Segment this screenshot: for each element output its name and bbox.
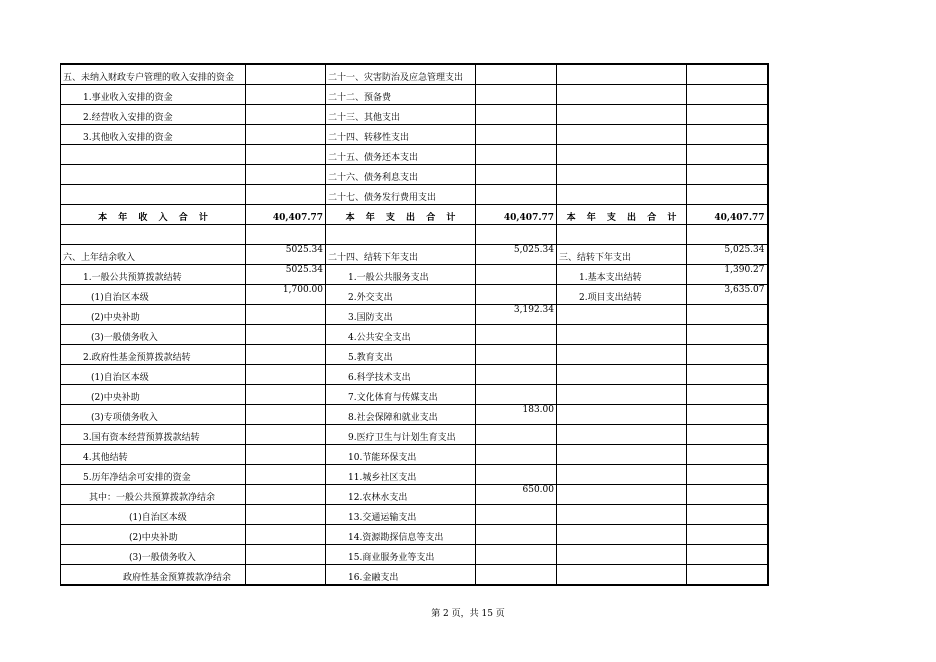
value-cell [476, 125, 557, 145]
label-cell: 12.农林水支出 [326, 485, 476, 505]
value-cell [246, 85, 326, 105]
label-cell [557, 305, 687, 325]
value-cell [246, 64, 326, 85]
value-cell [476, 145, 557, 165]
table-row [61, 325, 768, 345]
label-cell [557, 405, 687, 425]
value-cell [687, 425, 768, 445]
value-cell [687, 465, 768, 485]
label-cell: (1)自治区本级 [61, 285, 246, 305]
label-cell: (2)中央补助 [61, 305, 246, 325]
value-cell [246, 405, 326, 425]
value-cell [687, 565, 768, 586]
label-cell: (1)自治区本级 [61, 505, 246, 525]
label-cell [557, 445, 687, 465]
table-row [61, 545, 768, 565]
label-cell [557, 545, 687, 565]
table-row [61, 505, 768, 525]
value-cell [246, 445, 326, 465]
value-cell [246, 465, 326, 485]
value-cell [246, 165, 326, 185]
label-cell: 13.交通运输支出 [326, 505, 476, 525]
label-cell: 3.国防支出 [326, 305, 476, 325]
label-cell: 2.政府性基金预算拨款结转 [61, 345, 246, 365]
label-cell: 二十六、债务利息支出 [326, 165, 476, 185]
value-cell [246, 105, 326, 125]
table-row [61, 285, 768, 305]
value-cell [687, 385, 768, 405]
value-cell [246, 385, 326, 405]
value-cell [687, 305, 768, 325]
label-cell: (3)一般债务收入 [61, 545, 246, 565]
label-cell [557, 125, 687, 145]
table-row [61, 185, 768, 205]
value-cell [246, 525, 326, 545]
table-row [61, 225, 768, 245]
value-cell [687, 85, 768, 105]
label-cell [557, 105, 687, 125]
label-cell: 10.节能环保支出 [326, 445, 476, 465]
label-cell [557, 425, 687, 445]
value-cell [246, 125, 326, 145]
value-cell [687, 145, 768, 165]
label-cell: (1)自治区本级 [61, 365, 246, 385]
value-cell [246, 305, 326, 325]
label-cell: 5.教育支出 [326, 345, 476, 365]
value-cell [246, 425, 326, 445]
value-cell [687, 525, 768, 545]
label-cell: 3.国有资本经营预算拨款结转 [61, 425, 246, 445]
label-cell [557, 565, 687, 586]
table-row [61, 485, 768, 505]
value-cell [246, 225, 326, 245]
value-cell [687, 485, 768, 505]
value-cell [476, 385, 557, 405]
value-cell [687, 64, 768, 85]
table-row [61, 385, 768, 405]
value-cell [246, 565, 326, 586]
label-cell: 8.社会保障和就业支出 [326, 405, 476, 425]
label-cell: (3)专项债务收入 [61, 405, 246, 425]
value-cell: 1,700.00 [246, 285, 326, 305]
label-cell: 1.一般公共预算拨款结转 [61, 265, 246, 285]
value-cell [246, 145, 326, 165]
table-row [61, 345, 768, 365]
table-row [61, 64, 768, 85]
label-cell: 4.公共安全支出 [326, 325, 476, 345]
label-cell: 7.文化体育与传媒支出 [326, 385, 476, 405]
label-cell: 2.项目支出结转 [557, 285, 687, 305]
label-cell: 14.资源勘探信息等支出 [326, 525, 476, 545]
label-cell: (3)一般债务收入 [61, 325, 246, 345]
value-cell [476, 365, 557, 385]
label-cell: 五、未纳入财政专户管理的收入安排的资金 [61, 64, 246, 85]
label-cell: 三、结转下年支出 [557, 245, 687, 265]
label-cell: 本 年 收 入 合 计 [61, 205, 246, 225]
value-cell: 5,025.34 [687, 245, 768, 265]
value-cell [476, 105, 557, 125]
label-cell [557, 185, 687, 205]
value-cell [476, 465, 557, 485]
label-cell [557, 485, 687, 505]
label-cell [557, 165, 687, 185]
value-cell [687, 105, 768, 125]
value-cell [246, 545, 326, 565]
table-row [61, 85, 768, 105]
value-cell [476, 325, 557, 345]
label-cell: 本 年 支 出 合 计 [557, 205, 687, 225]
label-cell: 5.历年净结余可安排的资金 [61, 465, 246, 485]
budget-table [60, 63, 769, 586]
value-cell [246, 185, 326, 205]
label-cell [326, 225, 476, 245]
label-cell: 本 年 支 出 合 计 [326, 205, 476, 225]
label-cell [61, 165, 246, 185]
label-cell: 2.经营收入安排的资金 [61, 105, 246, 125]
value-cell [687, 165, 768, 185]
label-cell [557, 345, 687, 365]
value-cell [246, 505, 326, 525]
table-row [61, 525, 768, 545]
label-cell [557, 225, 687, 245]
label-cell [557, 465, 687, 485]
label-cell: 16.金融支出 [326, 565, 476, 586]
label-cell: 二十四、结转下年支出 [326, 245, 476, 265]
value-cell [476, 225, 557, 245]
value-cell [476, 545, 557, 565]
value-cell [476, 85, 557, 105]
label-cell [61, 145, 246, 165]
value-cell [246, 345, 326, 365]
value-cell [476, 64, 557, 85]
label-cell: 15.商业服务业等支出 [326, 545, 476, 565]
value-cell [476, 445, 557, 465]
value-cell [687, 545, 768, 565]
table-row [61, 205, 768, 225]
value-cell [687, 325, 768, 345]
value-cell [687, 185, 768, 205]
value-cell: 650.00 [476, 485, 557, 505]
table-row [61, 405, 768, 425]
value-cell [476, 345, 557, 365]
label-cell: 二十三、其他支出 [326, 105, 476, 125]
table-row [61, 305, 768, 325]
table-row [61, 105, 768, 125]
value-cell [687, 365, 768, 385]
label-cell: 6.科学技术支出 [326, 365, 476, 385]
label-cell [557, 145, 687, 165]
label-cell: 二十四、转移性支出 [326, 125, 476, 145]
value-cell: 40,407.77 [476, 205, 557, 225]
value-cell [476, 425, 557, 445]
label-cell: 9.医疗卫生与计划生育支出 [326, 425, 476, 445]
value-cell: 5025.34 [246, 245, 326, 265]
label-cell [557, 505, 687, 525]
label-cell: 六、上年结余收入 [61, 245, 246, 265]
label-cell: 3.其他收入安排的资金 [61, 125, 246, 145]
value-cell: 40,407.77 [687, 205, 768, 225]
value-cell [687, 345, 768, 365]
table-row [61, 145, 768, 165]
value-cell [476, 185, 557, 205]
value-cell [246, 485, 326, 505]
label-cell: 1.一般公共服务支出 [326, 265, 476, 285]
value-cell: 5025.34 [246, 265, 326, 285]
table-row [61, 125, 768, 145]
value-cell: 1,390.27 [687, 265, 768, 285]
label-cell: 二十七、债务发行费用支出 [326, 185, 476, 205]
label-cell: 4.其他结转 [61, 445, 246, 465]
value-cell: 3,192.34 [476, 305, 557, 325]
value-cell [476, 565, 557, 586]
label-cell: 政府性基金预算拨款净结余 [61, 565, 246, 586]
value-cell [246, 365, 326, 385]
table-row [61, 425, 768, 445]
value-cell: 183.00 [476, 405, 557, 425]
budget-table-body [61, 64, 768, 585]
value-cell [476, 165, 557, 185]
table-row [61, 565, 768, 586]
value-cell: 3,635.07 [687, 285, 768, 305]
label-cell [557, 365, 687, 385]
label-cell [557, 325, 687, 345]
table-row [61, 445, 768, 465]
label-cell [61, 185, 246, 205]
label-cell: 二十五、债务还本支出 [326, 145, 476, 165]
value-cell: 5,025.34 [476, 245, 557, 265]
value-cell [246, 325, 326, 345]
value-cell [476, 285, 557, 305]
label-cell [557, 64, 687, 85]
value-cell [476, 265, 557, 285]
table-row [61, 465, 768, 485]
value-cell [687, 505, 768, 525]
table-row [61, 265, 768, 285]
label-cell: 2.外交支出 [326, 285, 476, 305]
table-row [61, 165, 768, 185]
label-cell [557, 525, 687, 545]
label-cell: 1.基本支出结转 [557, 265, 687, 285]
label-cell [557, 85, 687, 105]
label-cell: 二十二、预备费 [326, 85, 476, 105]
label-cell: 其中：一般公共预算拨款净结余 [61, 485, 246, 505]
table-row [61, 365, 768, 385]
page-footer: 第 2 页，共 15 页 [431, 609, 505, 619]
value-cell [687, 125, 768, 145]
label-cell [557, 385, 687, 405]
value-cell [476, 505, 557, 525]
value-cell [687, 225, 768, 245]
label-cell: 二十一、灾害防治及应急管理支出 [326, 64, 476, 85]
value-cell: 40,407.77 [246, 205, 326, 225]
label-cell [61, 225, 246, 245]
value-cell [687, 405, 768, 425]
value-cell [687, 445, 768, 465]
table-row [61, 245, 768, 265]
value-cell [476, 525, 557, 545]
label-cell: 11.城乡社区支出 [326, 465, 476, 485]
label-cell: (2)中央补助 [61, 525, 246, 545]
label-cell: (2)中央补助 [61, 385, 246, 405]
label-cell: 1.事业收入安排的资金 [61, 85, 246, 105]
